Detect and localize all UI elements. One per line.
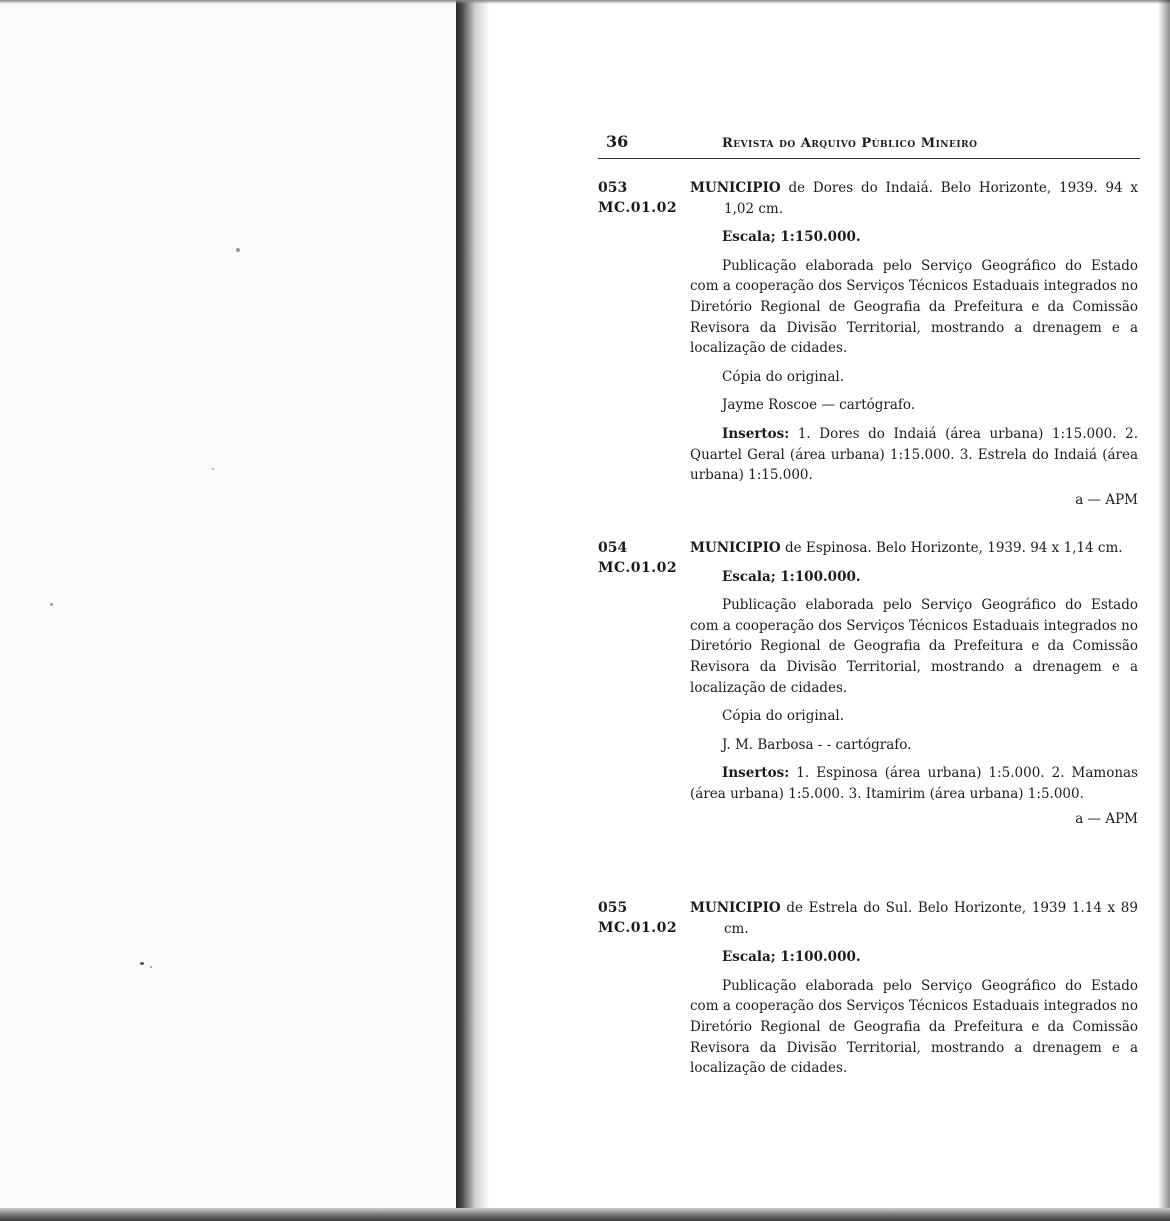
page-number: 36 [606, 132, 629, 151]
entry-title-lead: MUNICIPIO [690, 540, 781, 556]
entry-inserts [690, 763, 1138, 804]
entry-scale: Escala; 1:100.000. [722, 568, 861, 585]
entry-body [690, 898, 1138, 1087]
running-header [598, 130, 1140, 159]
entry-title-rest: de Espinosa. Belo Horizonte, 1939. 94 x 1,14 cm. [780, 540, 1123, 556]
entry-description: Publicação elaborada pelo Serviço Geográfico do Estado com a cooperação dos Serviços Técnicos Estaduais integrados no Diretório Regional de Geografia da Prefeitura e da Comissão Revisora da Divisão Territorial, mostrando a drenagem e a localização de cidades. [690, 597, 1138, 696]
entry-title-lead: MUNICIPIO [690, 180, 781, 196]
paper-speck [140, 962, 144, 965]
right-page [598, 130, 1140, 1077]
entry-inserts-text: 1. Espinosa (área urbana) 1:5.000. 2. Mamonas (área urbana) 1:5.000. 3. Itamirim (área urbana) 1:5.000. [690, 765, 1138, 802]
binding-shadow [476, 0, 490, 1210]
entry-body [690, 178, 1138, 518]
entry-inserts [690, 424, 1138, 486]
entry-holding: a — APM [1075, 810, 1138, 827]
entry-scale: Escala; 1:100.000. [722, 949, 861, 966]
entry-number: 054 [598, 540, 628, 556]
page-top-edge [0, 0, 1170, 4]
entry-number: 055 [598, 900, 628, 916]
book-binding [456, 0, 476, 1210]
entry-inserts-text: 1. Dores do Indaiá (área urbana) 1:15.000. 2. Quartel Geral (área urbana) 1:15.000. 3. Estrela do Indaiá (área urbana) 1:15.000. [690, 425, 1138, 484]
entry-title [690, 178, 1138, 219]
entry-title-rest: de Estrela do Sul. Belo Horizonte, 1939 1.14 x 89 cm. [724, 900, 1138, 937]
paper-speck [212, 468, 214, 470]
entry-title-rest: de Dores do Indaiá. Belo Horizonte, 1939. 94 x 1,02 cm. [724, 180, 1138, 217]
entry-copy: Cópia do original. [722, 368, 845, 385]
entry-title [690, 538, 1138, 559]
entry-code: MC.01.02 [598, 920, 678, 936]
entry-code: MC.01.02 [598, 200, 678, 216]
entry-cartographer: Jayme Roscoe — cartógrafo. [722, 397, 916, 414]
page-bottom-edge [0, 1208, 1170, 1221]
journal-title: Revista do Arquivo Público Mineiro [722, 136, 978, 151]
paper-speck [236, 248, 240, 252]
entry-cartographer: J. M. Barbosa - - cartógrafo. [722, 736, 912, 753]
blank-left-page [0, 0, 456, 1221]
page-right-edge [1158, 0, 1170, 1210]
entry-holding: a — APM [1075, 491, 1138, 508]
entry-title-lead: MUNICIPIO [690, 900, 781, 916]
entry-description: Publicação elaborada pelo Serviço Geográfico do Estado com a cooperação dos Serviços Técnicos Estaduais integrados no Diretório Regional de Geografia da Prefeitura e da Comissão Revisora da Divisão Territorial, mostrando a drenagem e a localização de cidades. [690, 977, 1138, 1077]
entry-inserts-lead: Insertos: [722, 425, 790, 442]
paper-speck [50, 603, 53, 606]
entry-scale: Escala; 1:150.000. [722, 229, 861, 246]
entry-id [598, 178, 688, 218]
entry-description: Publicação elaborada pelo Serviço Geográfico do Estado com a cooperação dos Serviços Técnicos Estaduais integrados no Diretório Regional de Geografia da Prefeitura e da Comissão Revisora da Divisão Territorial, mostrando a drenagem e a localização de cidades. [690, 257, 1138, 357]
entry-id [598, 898, 688, 938]
entry-code: MC.01.02 [598, 560, 678, 576]
entry-title [690, 898, 1138, 939]
entry-number: 053 [598, 180, 628, 196]
paper-speck [150, 966, 152, 968]
entry-body [690, 538, 1138, 837]
entry-id [598, 538, 688, 578]
entry-inserts-lead: Insertos: [722, 765, 790, 782]
entry-copy: Cópia do original. [722, 708, 845, 725]
